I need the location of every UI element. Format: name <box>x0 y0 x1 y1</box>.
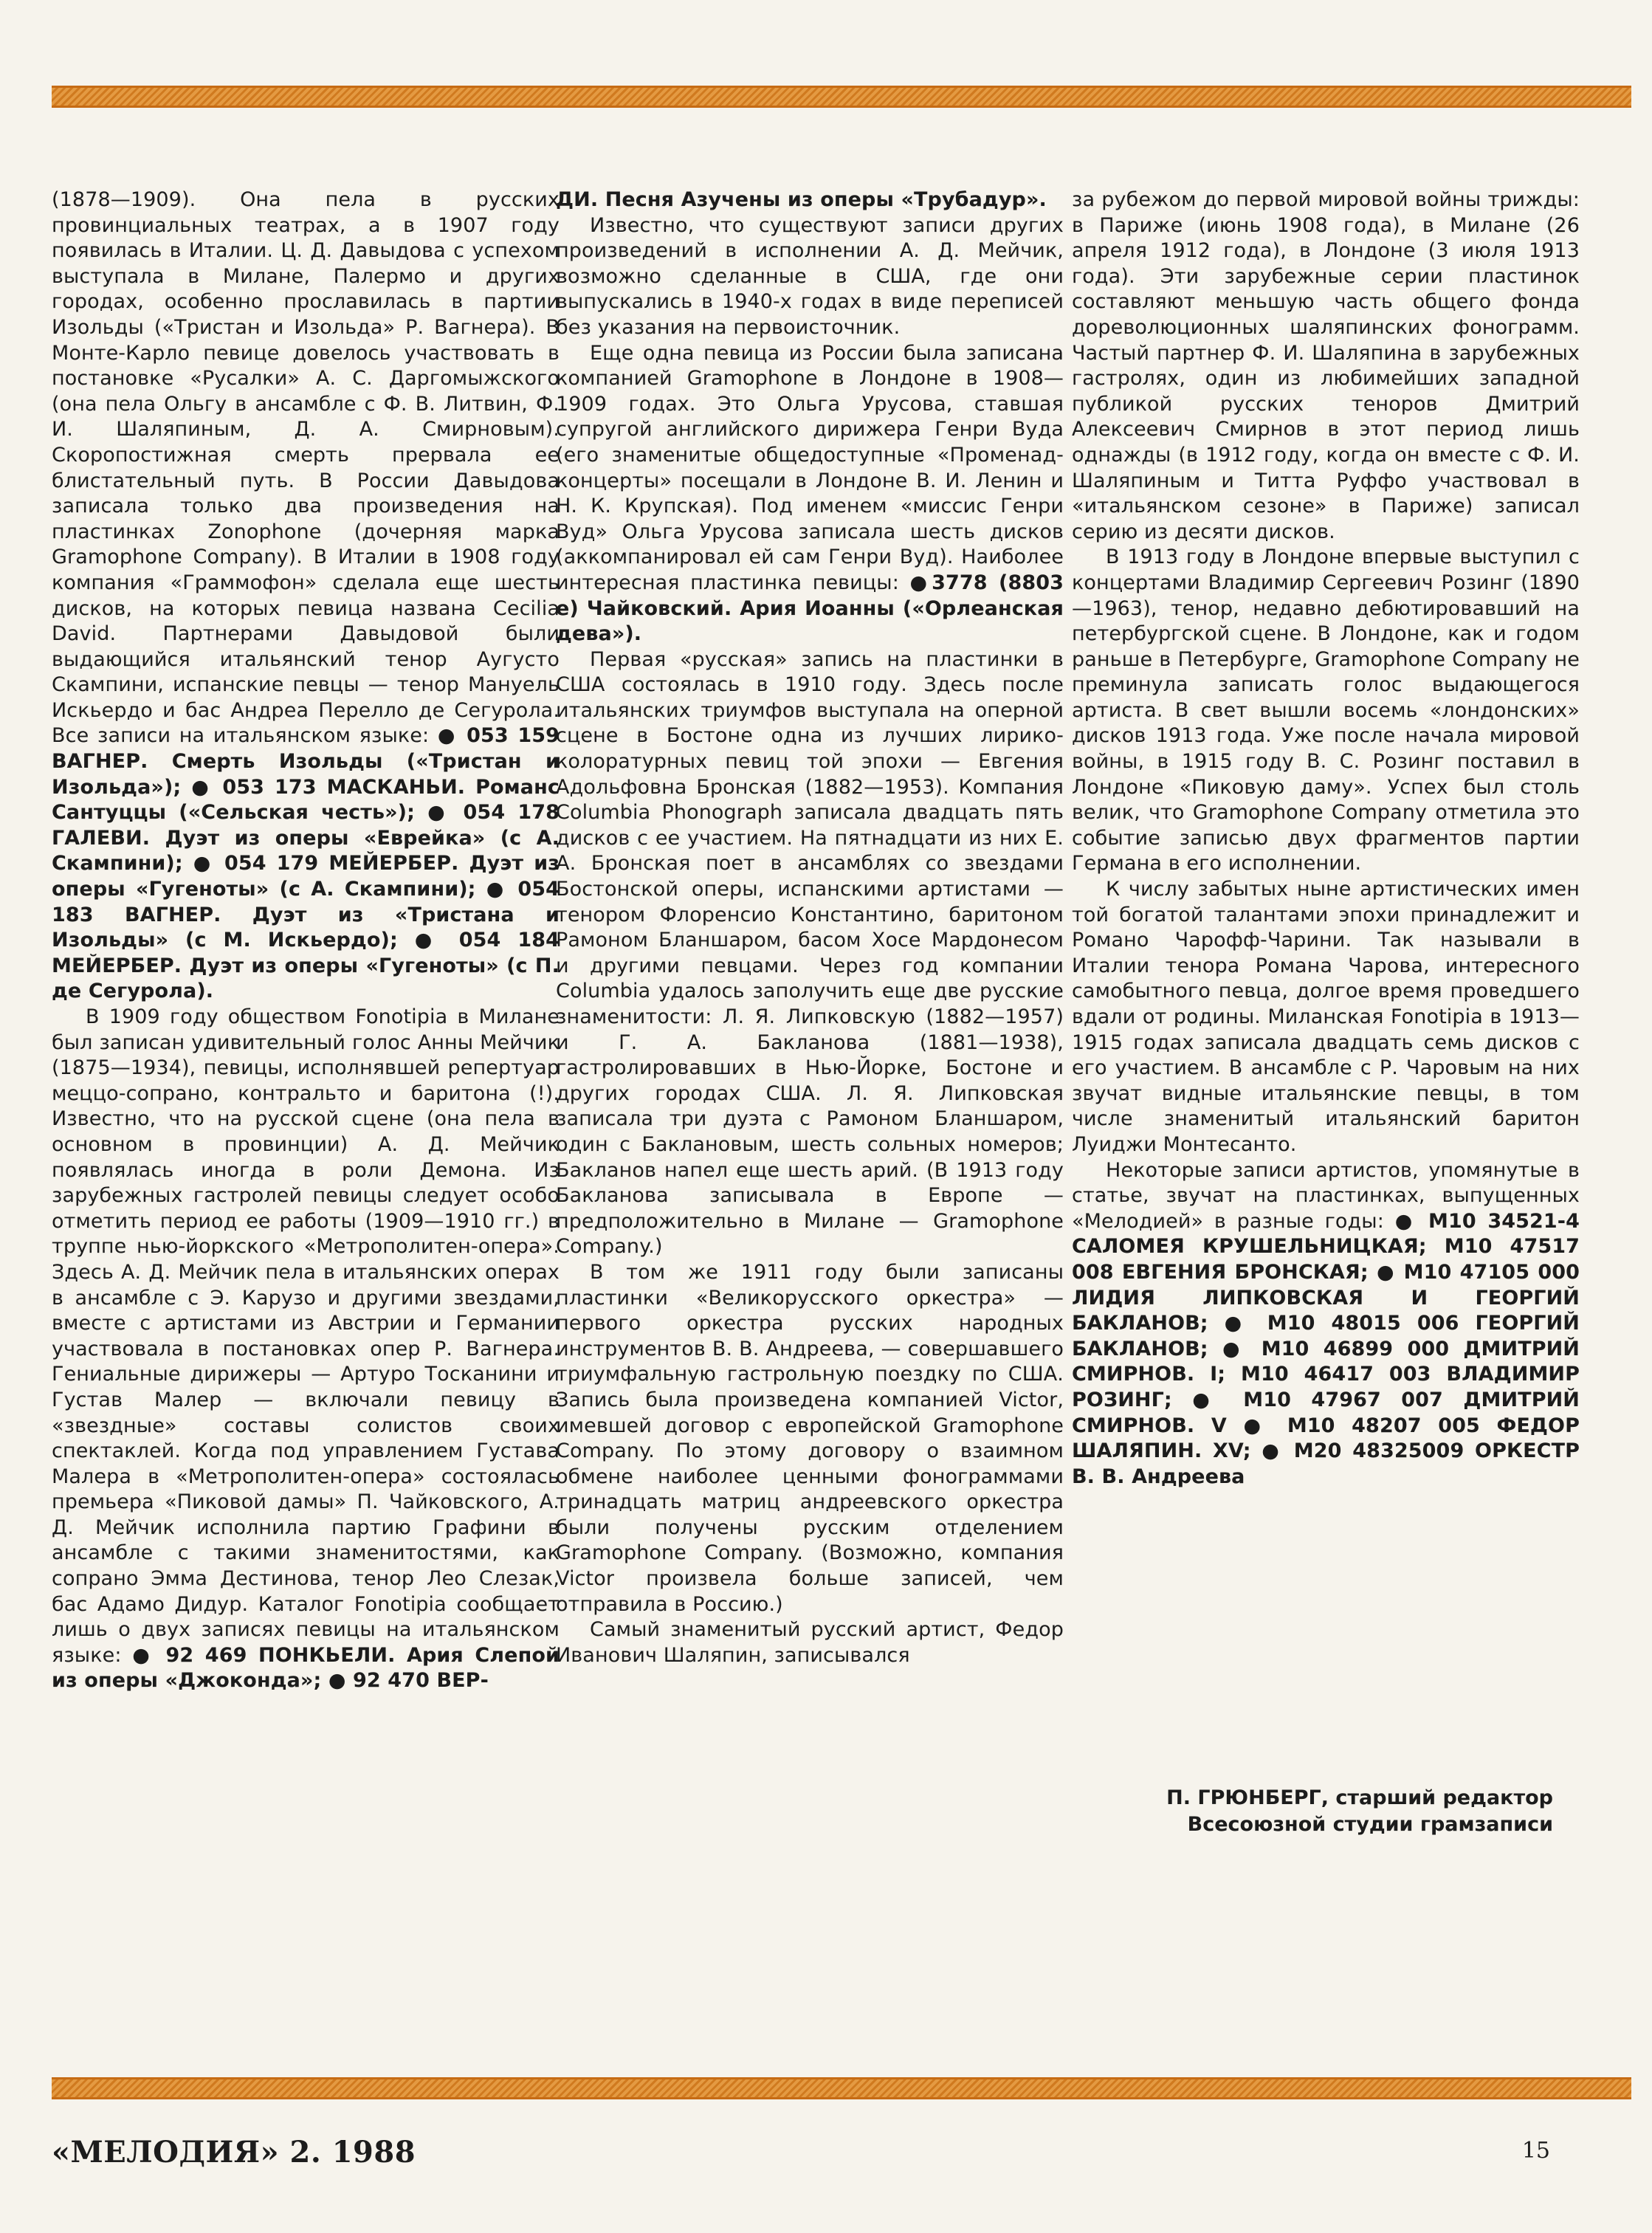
col3-paragraph-2: В 1913 году в Лондоне впервые выступил с концертами Владимир Сергеевич Розинг (1890—1963), тенор, недавно дебютировавший на петербургской сцене. В Лондоне, как и годом раньше в Петербурге, Gramophone Company не преминула записать голос выдающегося артиста. В свет вышли восемь «лондонских» дисков 1913 года. Уже после начала мировой войны, в 1915 году В. С. Розинг поставил в Лондоне «Пиковую даму». Успех был столь велик, что Gramophone Company отметила это событие записью двух фрагментов партии Германа в его исполнении. <box>1072 546 1580 875</box>
article-column-3 <box>1072 187 1580 1490</box>
page-number: 15 <box>1521 2138 1550 2164</box>
signature-author: П. ГРЮНБЕРГ, старший редактор <box>1166 1786 1553 1809</box>
col2-paragraph-3: Первая «русская» запись на пластинки в США состоялась в 1910 году. Здесь после итальянских триумфов выступала на оперной сцене в Бостоне одна из лучших лирико-колоратурных певиц той эпохи — Евгения Адольфовна Бронская (1882—1953). Компания Columbia Phonograph записала двадцать пять дисков с ее участием. На пятнадцати из них Е. А. Бронская поет в ансамблях со звездами Бостонской оперы, испанскими артистами — тенором Флоренсио Константино, баритоном Рамоном Бланшаром, басом Хосе Мардонесом и другими певцами. Через год компании Columbia удалось заполучить еще две русские знаменитости: Л. Я. Липковскую (1882—1957) и Г. А. Бакланова (1881—1938), гастролировавших в Нью-Йорке, Бостоне и других городах США. Л. Я. Липковская записала три дуэта с Рамоном Бланшаром, один с Баклановым, шесть сольных номеров; Бакланов напел еще шесть арий. (В 1913 году Бакланова записывала в Европе — предположительно в Милане — Gramophone Company.) <box>556 647 1064 1259</box>
col2-discography-1: ●3778 (8803 е) Чайковский. Ария Иоанны («Орлеанская дева»). <box>556 571 1064 646</box>
col1-text-2: В 1909 году обществом Fonotipia в Милане был записан удивительный голос Анны Мейчик (1875—1934), певицы, исполнявшей репертуар меццо-сопрано, контральто и баритона (!). Известно, что на русской сцене (она пела в основном в провинции) А. Д. Мейчик появлялась иногда в роли Демона. Из зарубежных гастролей певицы следует особо отметить период ее работы (1909—1910 гг.) в труппе нью-йоркского «Метрополитен-опера». Здесь А. Д. Мейчик пела в итальянских операх в ансамбле с Э. Карузо и другими звездами, вместе с артистами из Австрии и Германии участвовала в постановках опер Р. Вагнера. Гениальные дирижеры — Артуро Тосканини и Густав Малер — включали певицу в «звездные» составы солистов своих спектаклей. Когда под управлением Густава Малера в «Метрополитен-опера» состоялась премьера «Пиковой дамы» П. Чайковского, А. Д. Мейчик исполнила партию Графини в ансамбле с такими знаменитостями, как сопрано Эмма Дестинова, тенор Лео Слезак, бас Адамо Дидур. Каталог Fonotipia сообщает лишь о двух записях певицы на итальянском языке: <box>52 1005 560 1667</box>
col1-paragraph-1 <box>52 187 560 1005</box>
col3-paragraph-4 <box>1072 1158 1580 1490</box>
author-signature <box>1036 1785 1553 1838</box>
col2-paragraph-5: Самый знаменитый русский артист, Федор Иванович Шаляпин, записывался <box>556 1618 1064 1667</box>
col3-paragraph-3: К числу забытых ныне артистических имен той богатой талантами эпохи принадлежит и Романо Чарофф-Чарини. Так называли в Италии тенора Романа Чарова, интересного самобытного певца, долгое время проведшего вдали от родины. Миланская Fonotipia в 1913—1915 годах записала двадцать семь дисков с его участием. В ансамбле с Р. Чаровым на них звучат видные итальянские певцы, в том числе знаменитый итальянский баритон Луиджи Монтесанто. <box>1072 878 1580 1156</box>
col1-paragraph-2 <box>52 1005 560 1694</box>
col1-text-1: (1878—1909). Она пела в русских провинциальных театрах, а в 1907 году появилась в Италии. Ц. Д. Давыдова с успехом выступала в Милане, Палермо и других городах, особенно прославилась в партии Изольды («Тристан и Изольда» Р. Вагнера). В Монте-Карло певице довелось участвовать в постановке «Русалки» А. С. Даргомыжского (она пела Ольгу в ансамбле с Ф. В. Литвин, Ф. И. Шаляпиным, Д. А. Смирновым). Скоропостижная смерть прервала ее блистательный путь. В России Давыдова записала только два произведения на пластинках Zonophone (дочерняя марка Gramophone Company). В Италии в 1908 году компания «Граммофон» сделала еще шесть дисков, на которых певица названа Cecilia David. Партнерами Давыдовой были выдающийся итальянский тенор Аугусто Скампини, испанские певцы — тенор Мануель Искьердо и бас Андреа Перелло де Сегурола. Все записи на итальянском языке: <box>52 188 560 748</box>
article-column-1 <box>52 187 560 1694</box>
article-column-2 <box>556 187 1064 1668</box>
magazine-title-footer: «МЕЛОДИЯ» 2. 1988 <box>52 2135 416 2170</box>
col2-text-2: Еще одна певица из России была записана компанией Gramophone в Лондоне в 1908—1909 годах. Это Ольга Урусова, ставшая супругой английского дирижера Генри Вуда (его знаменитые общедоступные «Променад-концерты» посещали в Лондоне В. И. Ленин и Н. К. Крупская). Под именем «миссис Генри Вуд» Ольга Урусова записала шесть дисков (аккомпанировал ей сам Генри Вуд). Наиболее интересная пластинка певицы: <box>556 341 1064 594</box>
signature-organization: Всесоюзной студии грамзаписи <box>1187 1813 1553 1836</box>
col2-paragraph-4: В том же 1911 году были записаны пластинки «Великорусского оркестра» — первого оркестра русских народных инструментов В. В. Андреева, — совершавшего триумфальную гастрольную поездку по США. Запись была произведена компанией Victor, имевшей договор с европейской Gramophone Company. По этому договору о взаимном обмене наиболее ценными фонограммами тринадцать матриц андреевского оркестра были получены русским отделением Gramophone Company. (Возможно, компания Victor произвела больше записей, чем отправила в Россию.) <box>556 1260 1064 1616</box>
col3-discography: ● М10 34521-4 САЛОМЕЯ КРУШЕЛЬНИЦКАЯ; М10 47517 008 ЕВГЕНИЯ БРОНСКАЯ; ● М10 47105 000 ЛИДИЯ ЛИПКОВСКАЯ И ГЕОРГИЙ БАКЛАНОВ; ● М10 48015 006 ГЕОРГИЙ БАКЛАНОВ; ● М10 46899 000 ДМИТРИЙ СМИРНОВ. I; М10 46417 003 ВЛАДИМИР РОЗИНГ; ● М10 47967 007 ДМИТРИЙ СМИРНОВ. V ● М10 48207 005 ФЕДОР ШАЛЯПИН. XV; ● М20 48325009 ОРКЕСТР В. В. Андреева <box>1072 1209 1580 1488</box>
col2-paragraph-2 <box>556 341 1064 647</box>
bottom-decorative-rule <box>52 2077 1631 2099</box>
col3-text-4: Некоторые записи артистов, упомянутые в статье, звучат на пластинках, выпущенных «Мелодией» в разные годы: <box>1072 1158 1580 1233</box>
col1-discography-1: ● 053 159 ВАГНЕР. Смерть Изольды («Тристан и Изольда»); ● 053 173 МАСКАНЬИ. Романс Сантуццы («Сельская честь»); ● 054 178 ГАЛЕВИ. Дуэт из оперы «Еврейка» (с А. Скампини); ● 054 179 МЕЙЕРБЕР. Дуэт из оперы «Гугеноты» (с А. Скампини); ● 054 183 ВАГНЕР. Дуэт из «Тристана и Изольды» (с М. Искьердо); ● 054 184 МЕЙЕРБЕР. Дуэт из оперы «Гугеноты» (с П. де Сегурола). <box>52 724 560 1003</box>
col2-discography-0: ДИ. Песня Азучены из оперы «Трубадур». <box>556 188 1047 211</box>
col2-paragraph-0 <box>556 187 1064 213</box>
top-decorative-rule <box>52 86 1631 108</box>
col1-discography-2: ● 92 469 ПОНКЬЕЛИ. Ария Слепой из оперы «Джоконда»; ● 92 470 ВЕР- <box>52 1643 560 1693</box>
col2-paragraph-1: Известно, что существуют записи других произведений в исполнении А. Д. Мейчик, возможно сделанные в США, где они выпускались в 1940-х годах в виде переписей без указания на первоисточник. <box>556 213 1064 339</box>
col3-paragraph-1: за рубежом до первой мировой войны трижды: в Париже (июнь 1908 года), в Милане (26 апреля 1912 года), в Лондоне (3 июля 1913 года). Эти зарубежные серии пластинок составляют меньшую часть общего фонда дореволюционных шаляпинских фонограмм. Частый партнер Ф. И. Шаляпина в зарубежных гастролях, один из любимейших западной публикой русских теноров Дмитрий Алексеевич Смирнов в этот период лишь однажды (в 1912 году, когда он вместе с Ф. И. Шаляпиным и Титта Руффо участвовал в «итальянском сезоне» в Париже) записал серию из десяти дисков. <box>1072 188 1580 543</box>
